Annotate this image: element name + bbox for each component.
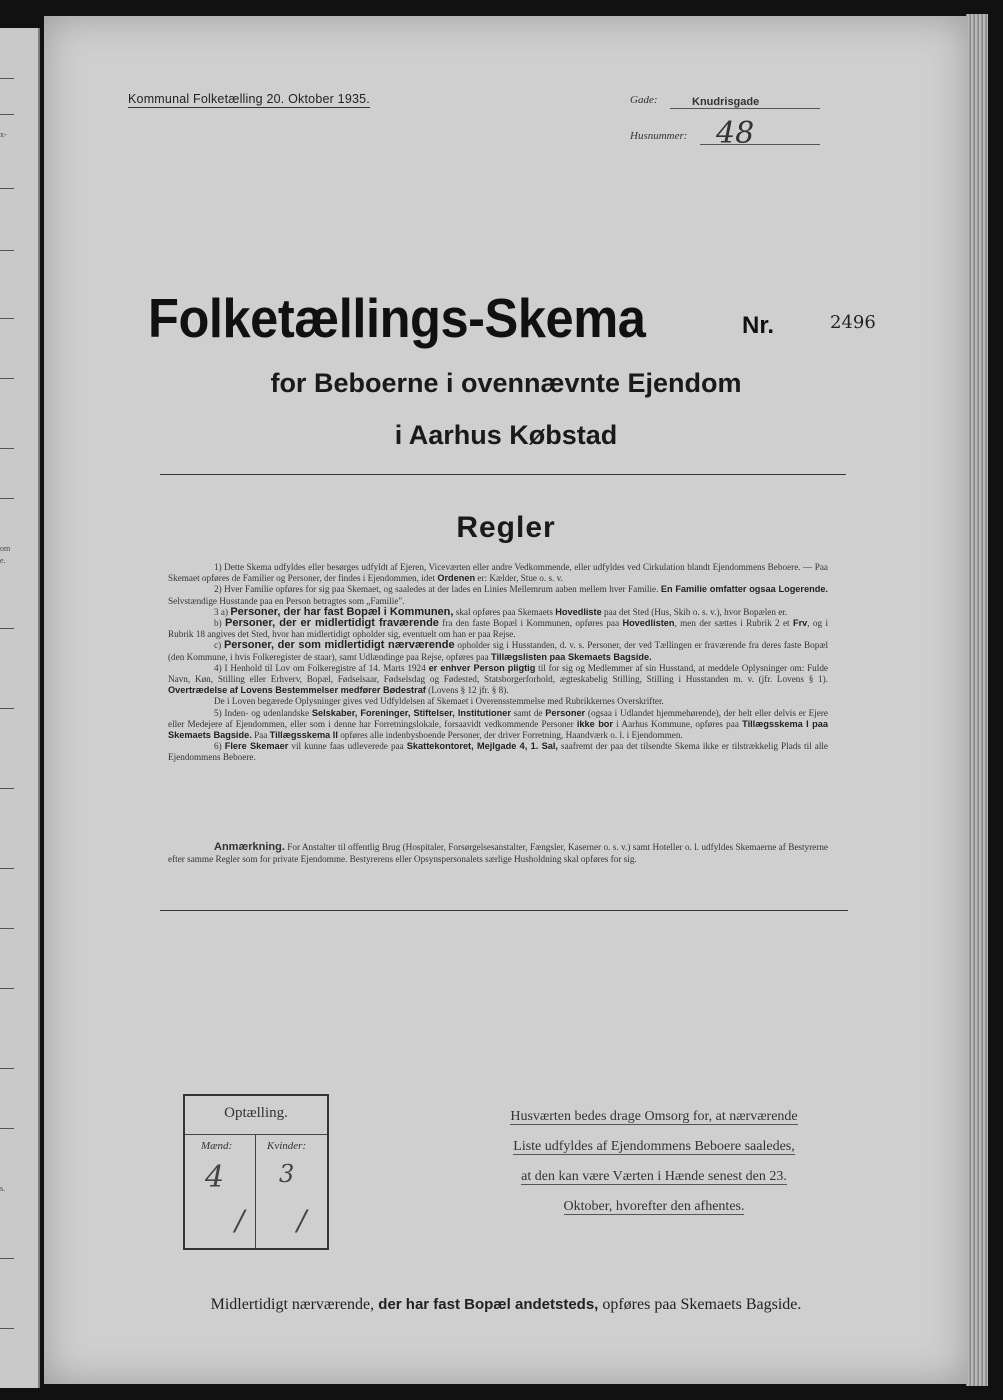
ledger-tick (0, 708, 14, 709)
women-checkmark: / (297, 1204, 307, 1237)
ledger-tick (0, 378, 14, 379)
rule-emphasis: Hovedlisten (622, 618, 675, 629)
rule-text: saafremt der paa det tilsendte Skema ikke er tilstrækkelig Plads til alle Ejendommens Beboere. (168, 741, 829, 763)
street-label: Gade: (630, 94, 658, 106)
rule-text: 1) Dette Skema udfyldes eller besørges udfyldt af Ejeren, Viceværten eller andre Vedkommende, eller udfyldes ved Cirkulation blandt Ejendommens Beboere. — Paa Skemaet opføres de Familier og Personer, der findes i Ejendommen, idet (168, 562, 828, 584)
remark-label: Anmærkning. (214, 841, 285, 853)
form-number-label: Nr. (742, 312, 775, 339)
rule-1 (168, 562, 828, 584)
house-number-value: 48 (716, 116, 755, 151)
street-underline (670, 108, 820, 109)
adjacent-page-edge (0, 28, 40, 1388)
rule-2 (168, 584, 828, 606)
rule-text: samt de (510, 707, 546, 718)
rule-text: 4) I Henhold til Lov om Folkeregistre af 14. Marts 1924 (214, 662, 429, 673)
count-divider (185, 1134, 327, 1135)
rule-emphasis: Personer, der er midlertidigt fraværende (225, 617, 439, 630)
rule-text: , men der sættes i Rubrik 2 et (674, 618, 793, 629)
rule-text: vil kunne faas udleverede paa (288, 741, 407, 752)
rules-text (168, 562, 828, 764)
rule-text: , og i Rubrik 18 angives det Sted, hvor han midlertidigt opholder sig, eventuelt om han er paa Rejse. (168, 618, 829, 640)
rule-text: 2) Hver Familie opføres for sig paa Skemaet, og saaledes at der lades en Linies Mellemrum aaben mellem hver Familie. (214, 584, 661, 595)
rule-text: 5) Inden- og udenlandske (214, 707, 312, 718)
ledger-tick (0, 988, 14, 989)
rule-6 (168, 741, 828, 763)
footer-note (44, 1296, 968, 1314)
rule-text: (Lovens § 12 jfr. § 8). (425, 685, 509, 696)
rule-emphasis: Personer (545, 707, 586, 718)
notice-line (484, 1102, 824, 1132)
notice-line (484, 1162, 824, 1192)
subtitle-line-1: for Beboerne i ovennævnte Ejendom (270, 368, 742, 398)
ledger-tick (0, 1068, 14, 1069)
ledger-tick (0, 78, 14, 79)
women-label: Kvinder: (267, 1140, 307, 1152)
rule-text: paa det Sted (Hus, Skib o. s. v.), hvor Bopælen er. (601, 606, 788, 617)
notice-text: Liste udfyldes af Ejendommens Beboere saaledes, (513, 1139, 795, 1154)
rule-emphasis: Frv (792, 618, 808, 629)
rule-text: Selvstændige Husstande paa en Person betragtes som „Familie". (168, 595, 405, 606)
remark (168, 841, 828, 865)
rule-text: er: Kælder, Stue o. s. v. (475, 573, 563, 584)
ledger-tick (0, 928, 14, 929)
rule-emphasis: Hovedliste (555, 606, 602, 617)
ledger-tick (0, 188, 14, 189)
rule-emphasis: Overtrædelse af Lovens Bestemmelser medfører Bødestraf (168, 685, 426, 696)
rule-emphasis: Tillægsskema I paa Skemaets Bagside. (168, 718, 829, 741)
men-label: Mænd: (201, 1140, 233, 1152)
landlord-notice (484, 1102, 824, 1222)
left-fragment: om (0, 544, 11, 553)
footer-text: opføres paa Skemaets Bagside. (598, 1296, 802, 1313)
form-number-value: 2496 (830, 312, 876, 333)
ledger-tick (0, 114, 14, 115)
census-header: Kommunal Folketælling 20. Oktober 1935. (128, 92, 370, 106)
ledger-tick (0, 788, 14, 789)
notice-text: Husværten bedes drage Omsorg for, at nærværende (510, 1109, 798, 1124)
notice-text: at den kan være Værten i Hænde senest den 23. (521, 1169, 787, 1184)
ledger-tick (0, 318, 14, 319)
count-box (183, 1094, 329, 1250)
women-count: 3 (279, 1160, 295, 1188)
rule-3c (168, 640, 828, 662)
footer-text: Midlertidigt nærværende, (210, 1296, 375, 1313)
rule-text: fra den faste Bopæl i Kommunen, opføres paa (438, 618, 623, 629)
ledger-tick (0, 448, 14, 449)
rule-text: skal opføres paa Skemaets (453, 606, 556, 617)
notice-text: Oktober, hvorefter den afhentes. (563, 1199, 745, 1214)
page-stack-edge (966, 14, 988, 1386)
subtitle-line-2: i Aarhus Købstad (394, 420, 618, 450)
rule-text: i Aarhus Kommune, opføres paa (613, 718, 743, 729)
title-divider (160, 474, 846, 475)
rule-emphasis: Personer, der har fast Bopæl i Kommunen, (230, 605, 454, 618)
rule-emphasis: Personer, der som midlertidigt nærværende (223, 639, 455, 652)
street-value: Knudrisgade (692, 96, 760, 108)
remark-text: For Anstalter til offentlig Brug (Hospitaler, Forsørgelsesanstalter, Fængsler, Kaserner o. s. v.) samt Hoteller o. l. udfyldes Skemaerne af Bestyrerne efter samme Regler som for private Ejendomme. Bestyrerens eller Opsynspersonalets særlige Husholdning skal opføres for sig. (168, 842, 828, 864)
men-count: 4 (205, 1160, 225, 1195)
rule-emphasis: Tillægsskema II (269, 730, 338, 741)
ledger-tick (0, 1258, 14, 1259)
rule-text: opføres alle indenbysboende Personer, der driver Forretning, Haandværk o. l. i Ejendommen. (337, 730, 683, 741)
men-checkmark: / (235, 1204, 245, 1237)
notice-line (484, 1192, 824, 1222)
left-fragment: e. (0, 556, 6, 565)
rules-divider (160, 910, 848, 911)
ledger-tick (0, 868, 14, 869)
rule-emphasis: ikke bor (576, 718, 613, 729)
count-column-divider (255, 1134, 256, 1248)
rule-3b (168, 618, 828, 640)
count-title: Optælling. (224, 1105, 288, 1121)
rule-text: til for sig og Medlemmer af sin Husstand, at meddele Oplysninger om: Fulde Navn, Køn, Stilling eller Erhverv, Bopæl, Fødselsaar, Fødselsdag og Fødested, Statsborgerforhold, ægteskabelig Stilling, Stilling i Husstanden m. v. (jfr. Lovens § 1). (168, 662, 828, 685)
rule-text: opholder sig i Husstanden, d. v. s. Personer, der ved Tællingen er fraværende fra deres faste Bopæl (den Kommune, i hvis Folkeregister de staar), samt Udlændinge paa Rejse, opføres paa (168, 640, 828, 662)
footer-emphasis: der har fast Bopæl andetsteds, (374, 1296, 599, 1313)
left-fragment: s. (0, 1184, 6, 1193)
ledger-tick (0, 1328, 14, 1329)
left-fragment: x- (0, 130, 7, 139)
ledger-tick (0, 1128, 14, 1129)
rule-emphasis: Flere Skemaer (224, 741, 289, 752)
ledger-tick (0, 628, 14, 629)
rule-emphasis: er enhver Person pligtig (428, 662, 536, 673)
rule-4 (168, 663, 828, 697)
house-number-label: Husnummer: (630, 130, 688, 142)
rule-5 (168, 708, 828, 742)
rule-emphasis: Selskaber, Foreninger, Stiftelser, Institutioner (311, 707, 511, 718)
rule-text: 3 a) (214, 606, 231, 617)
rule-emphasis: Skattekontoret, Mejlgade 4, 1. Sal, (406, 741, 558, 752)
rule-text: 6) (214, 741, 225, 752)
census-form-page (44, 16, 968, 1384)
rule-4-note: De i Loven begærede Oplysninger gives ved Udfyldelsen af Skemaet i Overensstemmelse med Rubrikkernes Overskrifter. (214, 696, 664, 707)
rule-emphasis: En Familie omfatter ogsaa Logerende. (660, 584, 828, 595)
rule-text: Paa (251, 730, 270, 741)
rule-text: (ogsaa i Udlandet hjemmehørende), der helt eller delvis er Ejere eller Medejere af Ejendommen, eller som i denne har Forretningslokale, forsaavidt vedkommende Personer (168, 707, 828, 729)
rules-heading: Regler (456, 511, 556, 544)
remark-paragraph (168, 841, 828, 865)
rule-text: c) (214, 640, 224, 651)
rule-text: b) (214, 618, 226, 629)
ledger-tick (0, 250, 14, 251)
rule-emphasis: Ordenen (437, 573, 476, 584)
form-title: Folketællings-Skema (148, 287, 646, 349)
ledger-tick (0, 498, 14, 499)
notice-line (484, 1132, 824, 1162)
rule-emphasis: Tillægslisten paa Skemaets Bagside. (491, 651, 652, 662)
